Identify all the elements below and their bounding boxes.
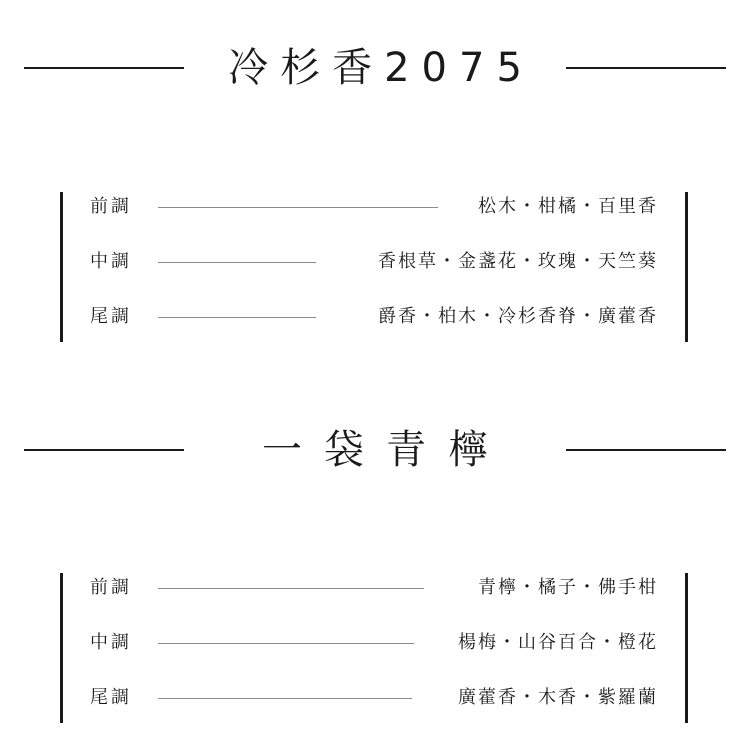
note-row-top	[60, 573, 688, 603]
note-value: 青檸・橘子・佛手柑	[478, 577, 658, 598]
note-value: 香根草・金盞花・玫瑰・天竺葵	[378, 251, 658, 272]
note-label: 中調	[90, 251, 132, 272]
note-row-middle	[60, 628, 688, 658]
title-divider-right	[566, 449, 726, 451]
note-value: 楊梅・山谷百合・橙花	[458, 632, 658, 653]
note-value: 爵香・柏木・冷杉香脊・廣藿香	[378, 306, 658, 327]
note-row-base	[60, 683, 688, 713]
section-title-row	[0, 420, 750, 480]
note-label: 中調	[90, 632, 132, 653]
notes-box	[60, 573, 688, 723]
note-label: 尾調	[90, 687, 132, 708]
note-label: 尾調	[90, 306, 132, 327]
note-label: 前調	[90, 196, 132, 217]
section-title: 冷杉香2075	[228, 45, 534, 91]
note-value: 廣藿香・木香・紫羅蘭	[458, 687, 658, 708]
note-leader-line	[158, 588, 424, 589]
note-leader-line	[158, 643, 414, 644]
note-label: 前調	[90, 577, 132, 598]
title-divider-left	[24, 449, 184, 451]
note-value: 松木・柑橘・百里香	[478, 196, 658, 217]
section-title: 一袋青檸	[262, 427, 510, 473]
note-leader-line	[158, 698, 412, 699]
